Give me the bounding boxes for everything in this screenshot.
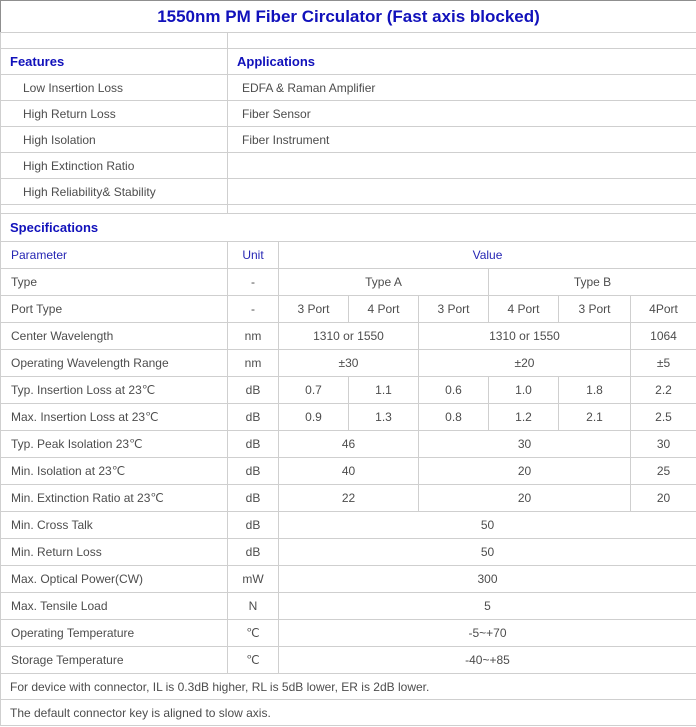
parameter-label: Min. Isolation at 23℃ (1, 458, 228, 485)
unit-value: N (228, 593, 279, 620)
parameter-label: Min. Extinction Ratio at 23℃ (1, 485, 228, 512)
applications-heading: Applications (228, 49, 696, 75)
spec-value: 20 (631, 485, 696, 512)
spec-row (1, 269, 696, 296)
unit-value: nm (228, 323, 279, 350)
feature-item: High Isolation (1, 127, 228, 153)
unit-value: - (228, 296, 279, 323)
feature-item: High Extinction Ratio (1, 153, 228, 179)
spec-value: 1310 or 1550 (419, 323, 631, 350)
spec-value: 300 (279, 566, 696, 593)
spec-value: 50 (279, 512, 696, 539)
application-item: EDFA & Raman Amplifier (228, 75, 696, 101)
spec-row (1, 593, 696, 620)
spec-value: 3 Port (419, 296, 489, 323)
spec-value: 0.8 (419, 404, 489, 431)
spec-value: 5 (279, 593, 696, 620)
unit-value: - (228, 269, 279, 296)
spec-row (1, 539, 696, 566)
unit-value: dB (228, 458, 279, 485)
feature-application-row (1, 101, 696, 127)
spec-row (1, 377, 696, 404)
unit-value: mW (228, 566, 279, 593)
parameter-label: Min. Return Loss (1, 539, 228, 566)
spec-value: 1.3 (349, 404, 419, 431)
spec-value: Type B (489, 269, 696, 296)
feature-item: Low Insertion Loss (1, 75, 228, 101)
note-text: For device with connector, IL is 0.3dB higher, RL is 5dB lower, ER is 2dB lower. (1, 674, 696, 700)
specifications-heading-row (1, 214, 696, 242)
spec-value: 3 Port (279, 296, 349, 323)
parameter-label: Max. Insertion Loss at 23℃ (1, 404, 228, 431)
spec-row (1, 404, 696, 431)
page-title: 1550nm PM Fiber Circulator (Fast axis blocked) (1, 1, 696, 33)
spec-value: 4 Port (349, 296, 419, 323)
parameter-label: Max. Optical Power(CW) (1, 566, 228, 593)
unit-value: dB (228, 431, 279, 458)
spec-value: 20 (419, 458, 631, 485)
spacer-row (1, 33, 696, 49)
spec-value: 22 (279, 485, 419, 512)
features-applications-body (1, 75, 696, 205)
parameter-label: Port Type (1, 296, 228, 323)
feature-application-row (1, 153, 696, 179)
spec-value: 0.7 (279, 377, 349, 404)
spec-value: 1.2 (489, 404, 559, 431)
spacer-cell (1, 205, 228, 214)
unit-value: dB (228, 512, 279, 539)
specifications-heading: Specifications (1, 214, 696, 242)
features-header-row (1, 49, 696, 75)
spec-row (1, 296, 696, 323)
feature-item: High Reliability& Stability (1, 179, 228, 205)
unit-value: ℃ (228, 620, 279, 647)
spec-value: 1064 (631, 323, 696, 350)
spec-table-body (1, 269, 696, 674)
title-row (1, 1, 696, 33)
parameter-label: Operating Temperature (1, 620, 228, 647)
unit-value: nm (228, 350, 279, 377)
spec-value: 1.8 (559, 377, 631, 404)
parameter-column-header: Parameter (1, 242, 228, 269)
parameter-label: Min. Cross Talk (1, 512, 228, 539)
spec-value: 2.2 (631, 377, 696, 404)
note-row (1, 700, 696, 726)
spec-row (1, 485, 696, 512)
spec-value: 40 (279, 458, 419, 485)
spacer-cell (228, 205, 696, 214)
spec-value: 1.1 (349, 377, 419, 404)
spec-row (1, 431, 696, 458)
spec-value: 2.1 (559, 404, 631, 431)
spacer-row (1, 205, 696, 214)
spec-value: 30 (419, 431, 631, 458)
spec-value: 20 (419, 485, 631, 512)
spec-row (1, 566, 696, 593)
application-item: Fiber Sensor (228, 101, 696, 127)
spec-value: -5~+70 (279, 620, 696, 647)
application-item: Fiber Instrument (228, 127, 696, 153)
parameter-label: Max. Tensile Load (1, 593, 228, 620)
spec-value: 2.5 (631, 404, 696, 431)
note-text: The default connector key is aligned to slow axis. (1, 700, 696, 726)
spec-value: 25 (631, 458, 696, 485)
spec-value: 1.0 (489, 377, 559, 404)
spec-value: ±30 (279, 350, 419, 377)
spec-value: 30 (631, 431, 696, 458)
spec-value: 50 (279, 539, 696, 566)
unit-value: dB (228, 485, 279, 512)
spec-row (1, 323, 696, 350)
spec-value: Type A (279, 269, 489, 296)
spec-value: ±20 (419, 350, 631, 377)
spec-value: 4 Port (489, 296, 559, 323)
unit-value: dB (228, 404, 279, 431)
spec-value: 4Port (631, 296, 696, 323)
parameter-label: Center Wavelength (1, 323, 228, 350)
value-column-header: Value (279, 242, 696, 269)
spec-row (1, 512, 696, 539)
spec-value: -40~+85 (279, 647, 696, 674)
application-item (228, 179, 696, 205)
parameter-label: Operating Wavelength Range (1, 350, 228, 377)
spec-row (1, 458, 696, 485)
spec-row (1, 350, 696, 377)
spec-value: 3 Port (559, 296, 631, 323)
feature-application-row (1, 127, 696, 153)
spec-value: ±5 (631, 350, 696, 377)
parameter-label: Type (1, 269, 228, 296)
unit-value: dB (228, 377, 279, 404)
parameter-label: Typ. Insertion Loss at 23℃ (1, 377, 228, 404)
feature-application-row (1, 179, 696, 205)
feature-item: High Return Loss (1, 101, 228, 127)
features-heading: Features (1, 49, 228, 75)
spec-row (1, 647, 696, 674)
spec-value: 0.9 (279, 404, 349, 431)
spec-value: 46 (279, 431, 419, 458)
application-item (228, 153, 696, 179)
parameter-label: Storage Temperature (1, 647, 228, 674)
spec-value: 1310 or 1550 (279, 323, 419, 350)
spacer-cell (228, 33, 696, 49)
note-row (1, 674, 696, 700)
parameter-label: Typ. Peak Isolation 23℃ (1, 431, 228, 458)
unit-value: dB (228, 539, 279, 566)
spec-row (1, 620, 696, 647)
spacer-cell (1, 33, 228, 49)
spec-header-row (1, 242, 696, 269)
feature-application-row (1, 75, 696, 101)
unit-value: ℃ (228, 647, 279, 674)
spec-value: 0.6 (419, 377, 489, 404)
unit-column-header: Unit (228, 242, 279, 269)
